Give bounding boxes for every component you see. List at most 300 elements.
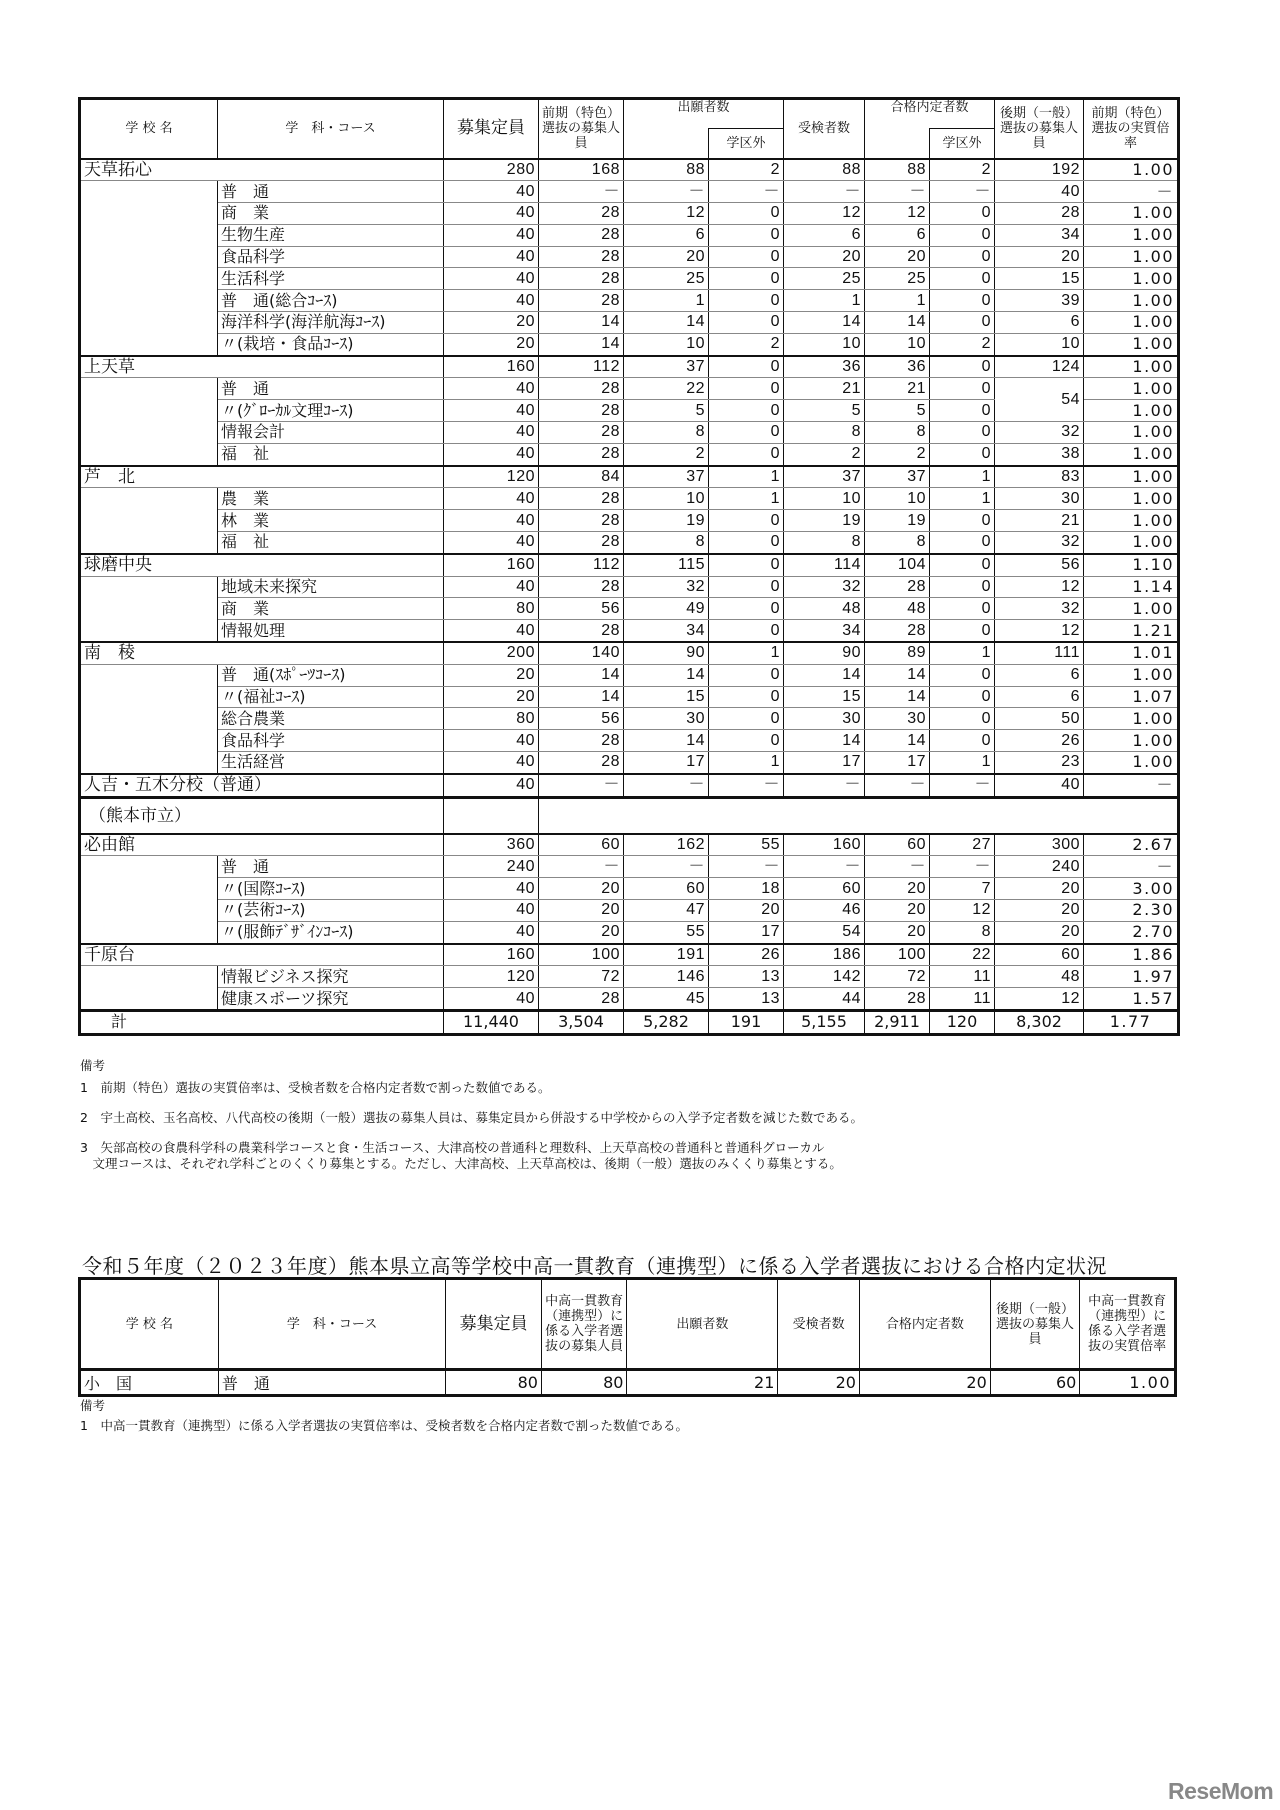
total-capacity: 11,440: [444, 1010, 539, 1034]
late-quota: 192: [995, 159, 1084, 181]
early-quota: 20: [539, 900, 624, 922]
early-quota: 14: [539, 333, 624, 355]
examinees: 14: [784, 312, 865, 334]
table-row: [80, 488, 1179, 510]
sub-header-applicants: 出願者数: [627, 1279, 778, 1370]
examinees: 34: [784, 620, 865, 642]
ratio: 1.00: [1084, 708, 1179, 730]
early-quota: 84: [539, 466, 624, 488]
examinees: 12: [784, 203, 865, 225]
passed-outside: －: [930, 856, 995, 878]
table-row: [80, 774, 1179, 797]
applicants: 21: [627, 1370, 778, 1396]
examinees: 54: [784, 921, 865, 943]
ratio: 1.00: [1084, 488, 1179, 510]
passed-outside: 0: [930, 378, 995, 400]
course-name: 林 業: [218, 510, 444, 532]
examinees: 19: [784, 510, 865, 532]
applicants: －: [624, 856, 709, 878]
applicants-outside: 0: [709, 378, 784, 400]
capacity: 40: [444, 181, 539, 203]
applicants: －: [624, 181, 709, 203]
examinees: 2: [784, 443, 865, 465]
applicants: 1: [624, 290, 709, 312]
ratio: 1.00: [1084, 268, 1179, 290]
table-row: [80, 966, 1179, 988]
capacity: 40: [444, 730, 539, 752]
capacity: 40: [444, 203, 539, 225]
table-row: [80, 900, 1179, 922]
course-name: 普 通: [218, 378, 444, 400]
examinees: 60: [784, 878, 865, 900]
examinees: 160: [784, 834, 865, 856]
school-row: [80, 834, 1179, 856]
late-quota: 40: [995, 774, 1084, 797]
late-quota: 83: [995, 466, 1084, 488]
early-quota: 28: [539, 422, 624, 444]
passed: 10: [865, 333, 930, 355]
examinees: 14: [784, 730, 865, 752]
ratio: 1.00: [1084, 443, 1179, 465]
early-quota: 28: [539, 488, 624, 510]
passed: 6: [865, 224, 930, 246]
passed-outside: 11: [930, 966, 995, 988]
late-quota: 20: [995, 921, 1084, 943]
late-quota: 21: [995, 510, 1084, 532]
examinees: －: [784, 181, 865, 203]
capacity: 40: [444, 900, 539, 922]
applicants-outside: 0: [709, 686, 784, 708]
passed: 14: [865, 312, 930, 334]
notes-section: [80, 1058, 863, 1172]
early-quota: 28: [539, 378, 624, 400]
passed-outside: 0: [930, 224, 995, 246]
passed: 20: [865, 246, 930, 268]
passed-outside: 1: [930, 642, 995, 664]
applicants: 34: [624, 620, 709, 642]
late-quota: 56: [995, 554, 1084, 576]
applicants: 37: [624, 356, 709, 378]
applicants: －: [624, 774, 709, 797]
late-quota: 28: [995, 203, 1084, 225]
quota: 80: [541, 1370, 627, 1396]
course-name: 福 祉: [218, 443, 444, 465]
sub-header-course: 学 科・コース: [218, 1279, 445, 1370]
ratio: 1.00: [1084, 664, 1179, 686]
ratio: 1.86: [1084, 944, 1179, 966]
passed-outside: 22: [930, 944, 995, 966]
capacity: 40: [444, 400, 539, 422]
late-quota: 6: [995, 686, 1084, 708]
total-examinees: 5,155: [784, 1010, 865, 1034]
late-quota: 60: [990, 1370, 1080, 1396]
passed: 89: [865, 642, 930, 664]
course-name: 〃(福祉ｺｰｽ): [218, 686, 444, 708]
applicants-outside: 0: [709, 620, 784, 642]
late-quota: 20: [995, 900, 1084, 922]
applicants: 12: [624, 203, 709, 225]
ratio: 1.00: [1084, 246, 1179, 268]
passed: 20: [865, 921, 930, 943]
course-name: 普 通: [218, 856, 444, 878]
passed-outside: 1: [930, 488, 995, 510]
passed-outside: 0: [930, 443, 995, 465]
capacity: 40: [444, 620, 539, 642]
late-quota: 32: [995, 422, 1084, 444]
early-quota: 28: [539, 532, 624, 554]
capacity: 40: [444, 752, 539, 774]
applicants-outside: 13: [709, 988, 784, 1011]
passed-outside: 0: [930, 730, 995, 752]
course-name: 地域未来探究: [218, 576, 444, 598]
early-quota: 56: [539, 598, 624, 620]
passed-outside: 1: [930, 752, 995, 774]
school-row: [80, 159, 1179, 181]
ratio: 1.00: [1084, 356, 1179, 378]
course-name: 生物生産: [218, 224, 444, 246]
passed: 20: [859, 1370, 990, 1396]
applicants-outside: 26: [709, 944, 784, 966]
applicants-outside: 0: [709, 576, 784, 598]
examinees: －: [784, 774, 865, 797]
sub-header-school: 学 校 名: [80, 1279, 219, 1370]
examinees: 5: [784, 400, 865, 422]
late-quota: 124: [995, 356, 1084, 378]
late-quota: 26: [995, 730, 1084, 752]
ratio: 1.00: [1084, 159, 1179, 181]
admission-results-table: [78, 97, 1180, 1036]
course-name: 〃(服飾ﾃﾞｻﾞｲﾝｺｰｽ): [218, 921, 444, 943]
table-row: [80, 708, 1179, 730]
early-quota: 28: [539, 268, 624, 290]
header-school: 学 校 名: [80, 99, 218, 159]
applicants: 146: [624, 966, 709, 988]
examinees: 36: [784, 356, 865, 378]
capacity: 40: [444, 774, 539, 797]
examinees: 8: [784, 422, 865, 444]
passed-outside: 0: [930, 598, 995, 620]
ratio: 1.00: [1084, 224, 1179, 246]
school-row: [80, 466, 1179, 488]
late-quota: 20: [995, 246, 1084, 268]
sub-header-capacity: 募集定員: [446, 1279, 542, 1370]
early-quota: －: [539, 774, 624, 797]
applicants: 90: [624, 642, 709, 664]
table-row: [80, 443, 1179, 465]
early-quota: 112: [539, 356, 624, 378]
examinees: 48: [784, 598, 865, 620]
capacity: 40: [444, 488, 539, 510]
school-name: 千原台: [80, 944, 444, 966]
late-quota: 39: [995, 290, 1084, 312]
early-quota: 168: [539, 159, 624, 181]
ratio: 1.07: [1084, 686, 1179, 708]
course-name: 商 業: [218, 203, 444, 225]
ratio: 1.00: [1084, 466, 1179, 488]
passed: 28: [865, 576, 930, 598]
school-name: 小 国: [80, 1370, 219, 1396]
late-quota: 12: [995, 576, 1084, 598]
ratio: 1.00: [1084, 422, 1179, 444]
early-quota: 20: [539, 878, 624, 900]
ratio: 1.00: [1084, 312, 1179, 334]
passed: 20: [865, 900, 930, 922]
capacity: 80: [444, 708, 539, 730]
examinees: 90: [784, 642, 865, 664]
passed: 37: [865, 466, 930, 488]
passed-outside: 0: [930, 203, 995, 225]
applicants: 19: [624, 510, 709, 532]
late-quota: 38: [995, 443, 1084, 465]
passed-outside: 0: [930, 510, 995, 532]
table-row: [80, 181, 1179, 203]
course-name: 健康スポーツ探究: [218, 988, 444, 1011]
passed-outside: －: [930, 774, 995, 797]
resemom-logo: ReseMom: [1168, 1778, 1274, 1804]
ratio: 2.30: [1084, 900, 1179, 922]
table-row: [80, 576, 1179, 598]
table-row: [80, 664, 1179, 686]
examinees: －: [784, 856, 865, 878]
ratio: －: [1084, 856, 1179, 878]
note-item-3-cont: 文理コースは、それぞれ学科ごとのくくり募集とする。ただし、大津高校、上天草高校は、後期（一般）選抜のみくくり募集とする。: [80, 1156, 842, 1171]
applicants-outside: 0: [709, 708, 784, 730]
passed: 5: [865, 400, 930, 422]
late-quota: 34: [995, 224, 1084, 246]
early-quota: 14: [539, 686, 624, 708]
applicants: 25: [624, 268, 709, 290]
capacity: 120: [444, 466, 539, 488]
capacity: 80: [444, 598, 539, 620]
note-item-1: 1 前期（特色）選抜の実質倍率は、受検者数を合格内定者数で割った数値である。: [80, 1080, 551, 1095]
passed-outside: 2: [930, 159, 995, 181]
late-quota: 240: [995, 856, 1084, 878]
header-capacity: 募集定員: [444, 99, 539, 159]
examinees: 8: [784, 532, 865, 554]
late-quota: 10: [995, 333, 1084, 355]
examinees: 1: [784, 290, 865, 312]
early-quota: 28: [539, 203, 624, 225]
passed: 1: [865, 290, 930, 312]
table-row: [80, 856, 1179, 878]
header-examinees: 受検者数: [784, 99, 865, 159]
passed-outside: 0: [930, 422, 995, 444]
ratio: 1.00: [1084, 378, 1179, 400]
passed-outside: 0: [930, 312, 995, 334]
school-row: [80, 642, 1179, 664]
course-name: 生活科学: [218, 268, 444, 290]
passed-outside: 0: [930, 268, 995, 290]
ratio: －: [1084, 774, 1179, 797]
passed: 14: [865, 686, 930, 708]
capacity: 40: [444, 576, 539, 598]
sub-header-quota: 中高一貫教育（連携型）に係る入学者選抜の募集人員: [541, 1279, 627, 1370]
header-passed-outside: 学区外: [930, 129, 995, 159]
passed-outside: 8: [930, 921, 995, 943]
header-late-quota: 後期（一般）選抜の募集人員: [995, 99, 1084, 159]
capacity: 160: [444, 554, 539, 576]
course-name: 〃(芸術ｺｰｽ): [218, 900, 444, 922]
total-early-quota: 3,504: [539, 1010, 624, 1034]
applicants: 8: [624, 422, 709, 444]
ratio: 1.00: [1084, 203, 1179, 225]
group-header-row: [80, 797, 1179, 834]
header-ratio: 前期（特色）選抜の実質倍率: [1084, 99, 1179, 159]
header-applicants: 出願者数: [624, 99, 784, 129]
course-name: 情報会計: [218, 422, 444, 444]
early-quota: 20: [539, 921, 624, 943]
examinees: 21: [784, 378, 865, 400]
applicants: 6: [624, 224, 709, 246]
passed: 8: [865, 422, 930, 444]
passed: 100: [865, 944, 930, 966]
applicants-outside: 0: [709, 312, 784, 334]
course-name: 食品科学: [218, 730, 444, 752]
school-row: [80, 356, 1179, 378]
examinees: 25: [784, 268, 865, 290]
school-name: 南 稜: [80, 642, 444, 664]
applicants-outside: 0: [709, 422, 784, 444]
late-quota: 12: [995, 620, 1084, 642]
capacity: 240: [444, 856, 539, 878]
applicants-outside: 0: [709, 203, 784, 225]
capacity: 160: [444, 356, 539, 378]
passed-outside: 27: [930, 834, 995, 856]
examinees: 20: [784, 246, 865, 268]
passed-outside: －: [930, 181, 995, 203]
course-name: 農 業: [218, 488, 444, 510]
sub-header-examinees: 受検者数: [778, 1279, 860, 1370]
late-quota: 32: [995, 598, 1084, 620]
late-quota: 20: [995, 878, 1084, 900]
table-row: [80, 598, 1179, 620]
early-quota: 60: [539, 834, 624, 856]
ratio: 1.10: [1084, 554, 1179, 576]
notes-heading: 備考: [80, 1398, 106, 1413]
ratio: 1.00: [1084, 532, 1179, 554]
course-name: 総合農業: [218, 708, 444, 730]
applicants-outside: 0: [709, 532, 784, 554]
passed: 88: [865, 159, 930, 181]
header-early-quota: 前期（特色）選抜の募集人員: [539, 99, 624, 159]
early-quota: 72: [539, 966, 624, 988]
applicants: 45: [624, 988, 709, 1011]
capacity: 80: [446, 1370, 542, 1396]
early-quota: 14: [539, 312, 624, 334]
table-row: [80, 686, 1179, 708]
passed: 20: [865, 878, 930, 900]
applicants-outside: 20: [709, 900, 784, 922]
sub-header-ratio: 中高一貫教育（連携型）に係る入学者選抜の実質倍率: [1080, 1279, 1176, 1370]
capacity: 120: [444, 966, 539, 988]
total-passed-outside: 120: [930, 1010, 995, 1034]
late-quota: 30: [995, 488, 1084, 510]
applicants-outside: 0: [709, 443, 784, 465]
course-name: 福 祉: [218, 532, 444, 554]
applicants: 191: [624, 944, 709, 966]
ratio: 1.00: [1084, 598, 1179, 620]
table-row: [80, 224, 1179, 246]
examinees: 32: [784, 576, 865, 598]
applicants-outside: －: [709, 856, 784, 878]
early-quota: 28: [539, 730, 624, 752]
examinees: 30: [784, 708, 865, 730]
examinees: 14: [784, 664, 865, 686]
passed: 30: [865, 708, 930, 730]
course-name: 海洋科学(海洋航海ｺｰｽ): [218, 312, 444, 334]
passed-outside: 11: [930, 988, 995, 1011]
applicants-outside: 0: [709, 224, 784, 246]
passed: －: [865, 856, 930, 878]
capacity: 40: [444, 268, 539, 290]
applicants-outside: 0: [709, 400, 784, 422]
school-name: 芦 北: [80, 466, 444, 488]
applicants: 14: [624, 312, 709, 334]
ratio: 1.00: [1084, 290, 1179, 312]
examinees: 20: [778, 1370, 860, 1396]
examinees: 142: [784, 966, 865, 988]
early-quota: －: [539, 856, 624, 878]
applicants-outside: 0: [709, 290, 784, 312]
table-row: [80, 290, 1179, 312]
passed: 28: [865, 988, 930, 1011]
school-name: 必由館: [80, 834, 444, 856]
course-name: 〃(国際ｺｰｽ): [218, 878, 444, 900]
early-quota: 28: [539, 443, 624, 465]
school-row: [80, 944, 1179, 966]
applicants: 17: [624, 752, 709, 774]
passed: 72: [865, 966, 930, 988]
ratio: 1.00: [1084, 510, 1179, 532]
late-quota: 15: [995, 268, 1084, 290]
applicants-outside: 18: [709, 878, 784, 900]
applicants-outside: 2: [709, 333, 784, 355]
applicants-outside: 0: [709, 554, 784, 576]
table-row: [80, 422, 1179, 444]
applicants-outside: －: [709, 181, 784, 203]
early-quota: 28: [539, 400, 624, 422]
applicants: 60: [624, 878, 709, 900]
applicants-outside: 17: [709, 921, 784, 943]
applicants: 2: [624, 443, 709, 465]
applicants: 47: [624, 900, 709, 922]
passed: 104: [865, 554, 930, 576]
applicants-outside: 0: [709, 246, 784, 268]
capacity: 40: [444, 224, 539, 246]
school-name: 球磨中央: [80, 554, 444, 576]
passed: 14: [865, 730, 930, 752]
early-quota: 28: [539, 224, 624, 246]
capacity: 40: [444, 378, 539, 400]
examinees: 46: [784, 900, 865, 922]
applicants-outside: 0: [709, 598, 784, 620]
table-row: [80, 312, 1179, 334]
table-row: [80, 532, 1179, 554]
course-name: 食品科学: [218, 246, 444, 268]
applicants: 55: [624, 921, 709, 943]
total-label: 計: [80, 1010, 444, 1034]
late-quota: 12: [995, 988, 1084, 1011]
table-row: [80, 268, 1179, 290]
examinees: 15: [784, 686, 865, 708]
late-quota: 6: [995, 664, 1084, 686]
ratio: 1.97: [1084, 966, 1179, 988]
table-row: [80, 620, 1179, 642]
ratio: 2.70: [1084, 921, 1179, 943]
passed: 10: [865, 488, 930, 510]
course-name: 情報ビジネス探究: [218, 966, 444, 988]
applicants: 32: [624, 576, 709, 598]
